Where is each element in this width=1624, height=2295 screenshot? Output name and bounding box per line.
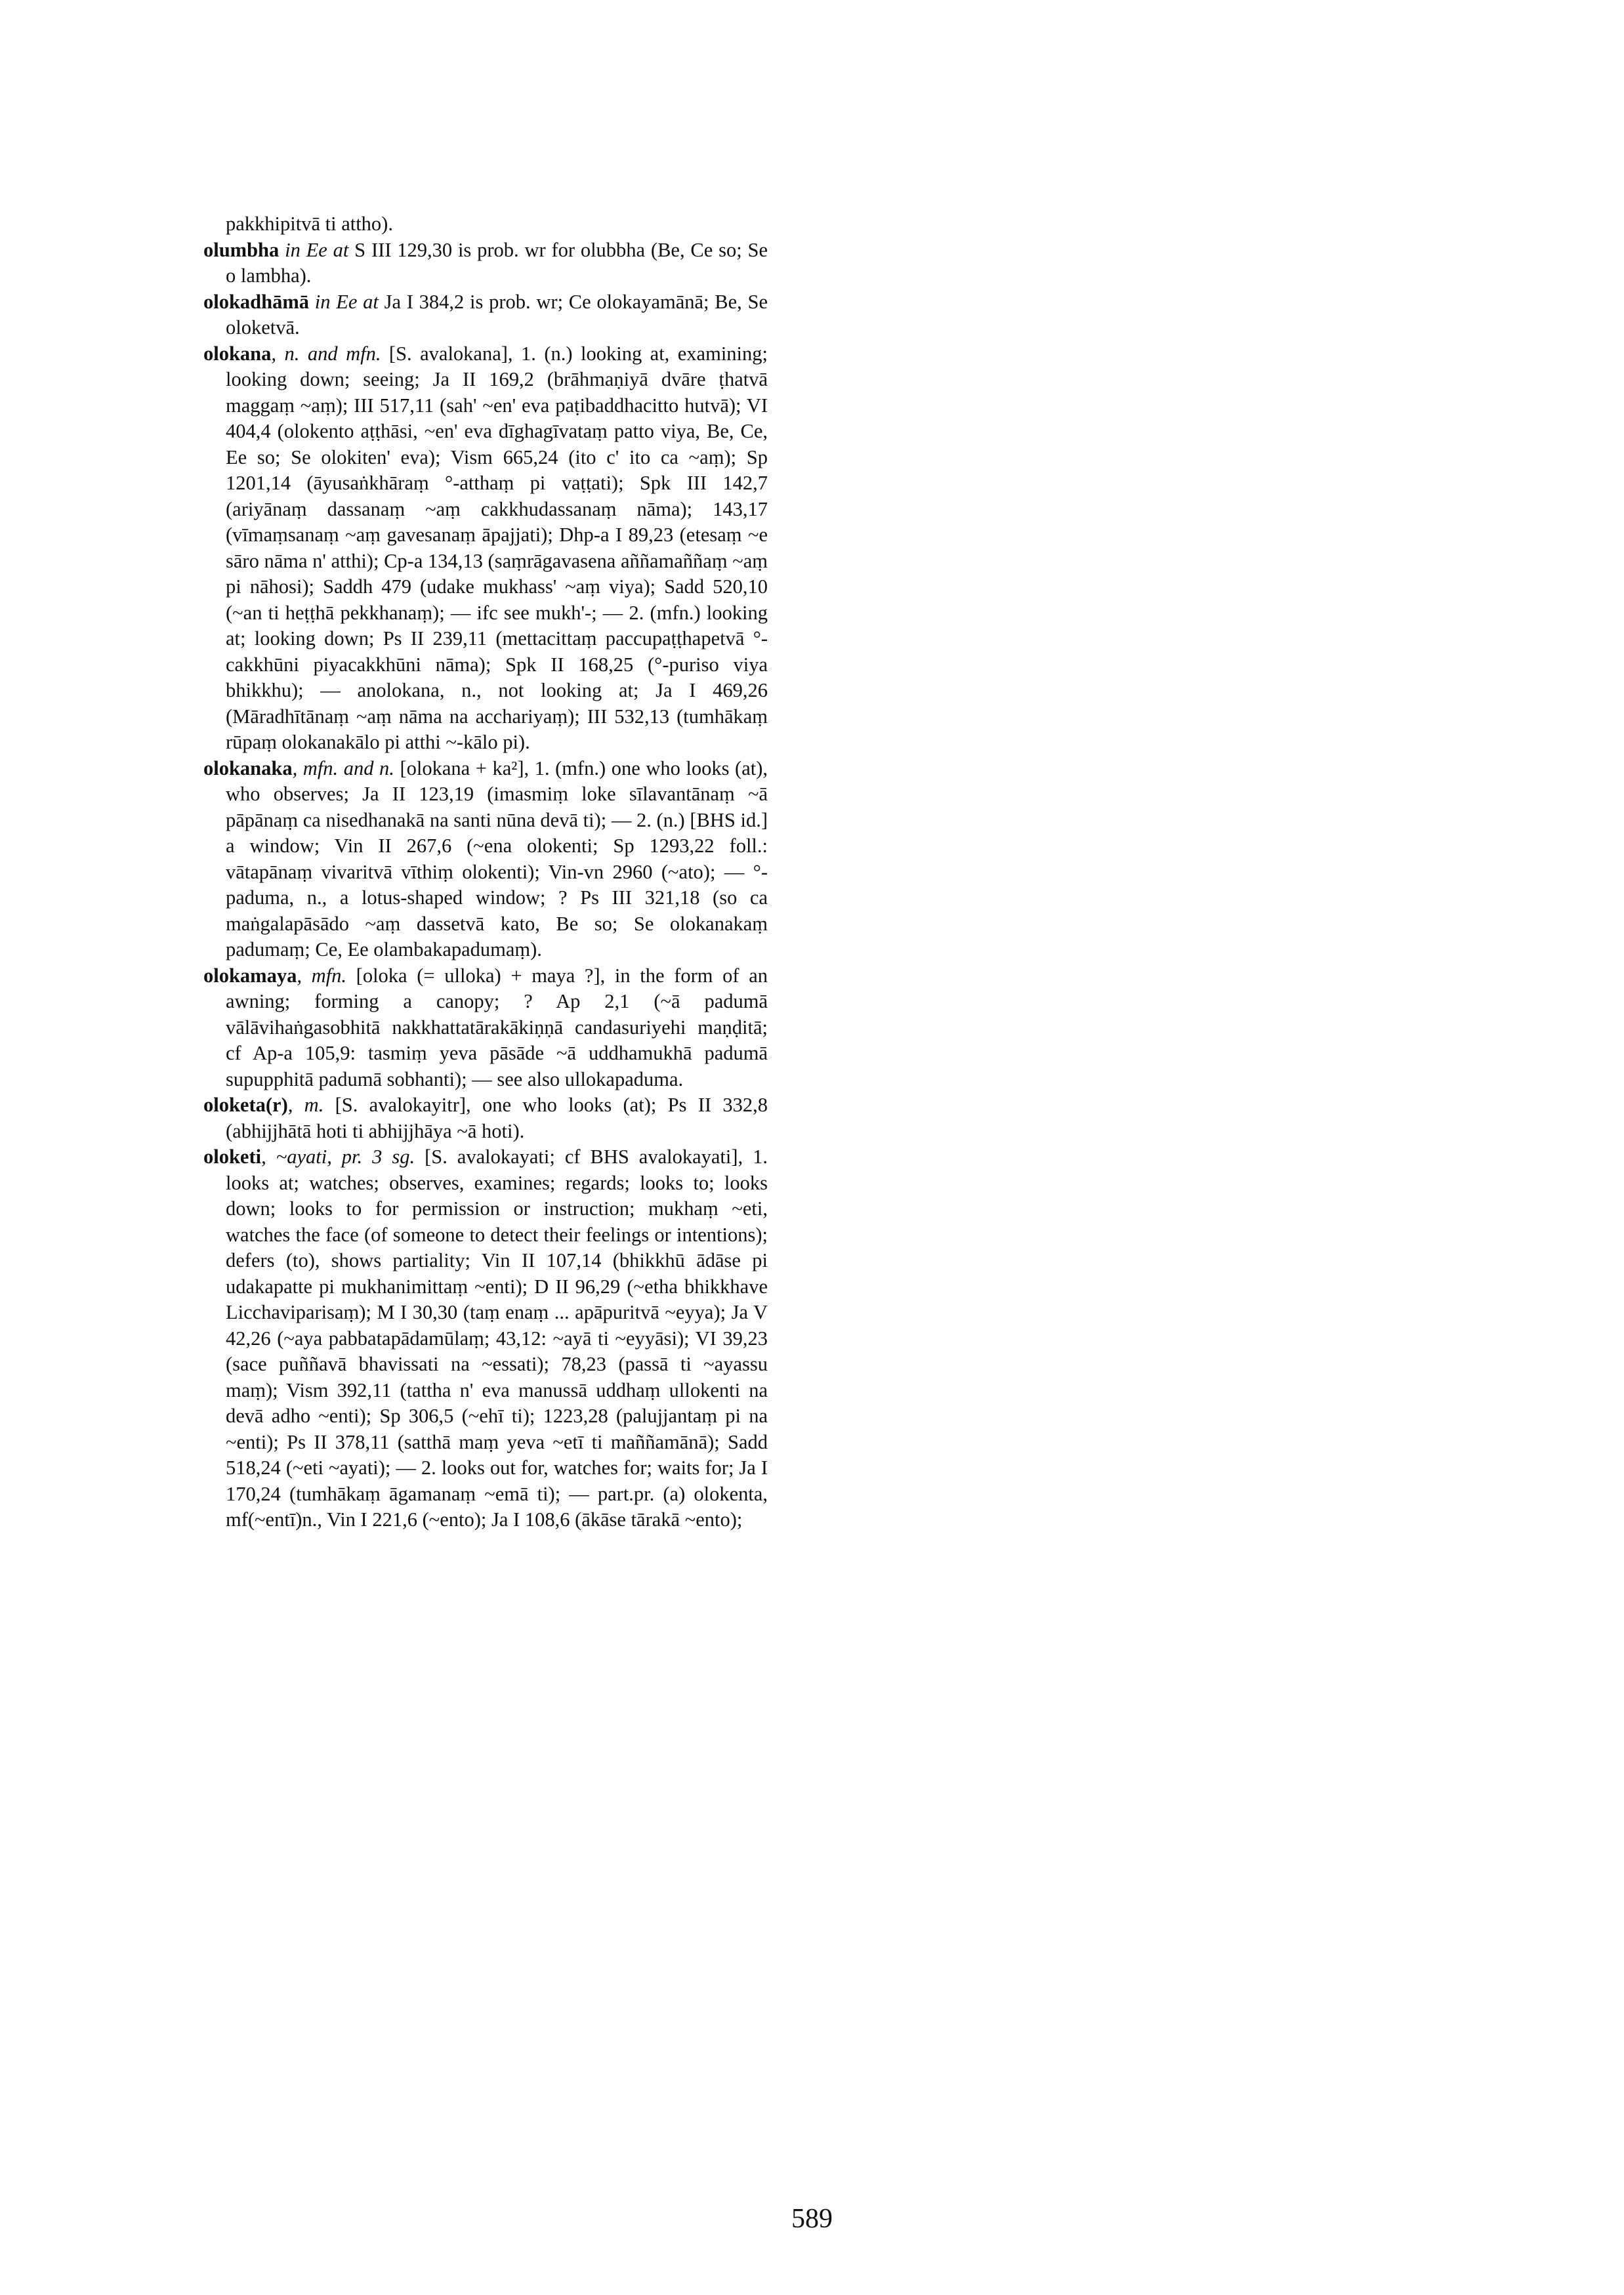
continuation-text: pakkhipitvā ti attho). [226, 213, 393, 235]
grammar: , mfn. and n. [292, 756, 394, 779]
headword: olokanaka [203, 756, 293, 779]
headword: olumbha [203, 238, 280, 261]
entry-olokadhama [203, 289, 768, 341]
page-number: 589 [791, 2204, 833, 2234]
grammar: , ~ayati, pr. 3 sg. [261, 1146, 415, 1168]
grammar: , n. and mfn. [271, 342, 381, 365]
grammar: , mfn. [297, 964, 347, 987]
entry-olokanaka [203, 756, 768, 963]
left-column [203, 211, 768, 1533]
headword: olokadhāmā [203, 290, 310, 313]
entry-oloketi [203, 1144, 768, 1533]
entry-olokana [203, 341, 768, 756]
headword: olokana [203, 342, 272, 365]
grammar: in Ee at [279, 238, 349, 261]
entry-olumbha [203, 238, 768, 289]
entry-oloketar [203, 1092, 768, 1144]
entry-body: [S. avalokayitr], one who looks (at); Ps II 332,8 (abhijjhātā hoti ti abhijjhāya ~ā hoti). [226, 1094, 768, 1142]
entry-body: [oloka (= ulloka) + maya ?], in the form of an awning; forming a canopy; ? Ap 2,1 (~ā padumā vālāvihaṅgasobhitā nakkhattatārakākiṇṇā candasuriyehi maṇḍitā; cf Ap-a 105,9: tasmiṃ yeva pāsāde ~ā uddhamukhā padumā supupphitā padumā sobhanti); — see also ullokapaduma. [226, 964, 768, 1090]
entry-body: S III 129,30 is prob. wr for olubbha (Be, Ce so; Se o lambha). [226, 238, 768, 287]
entry-body: [S. avalokana], 1. (n.) looking at, examining; looking down; seeing; Ja II 169,2 (brāhmaṇiyā dvāre ṭhatvā maggaṃ ~aṃ); III 517,11 (sah' ~en' eva paṭibaddhacitto hutvā); VI 404,4 (olokento aṭṭhāsi, ~en' eva dīghagīvataṃ patto viya, Be, Ce, Ee so; Se olokiten' eva); Vism 665,24 (ito c' ito ca ~aṃ); Sp 1201,14 (āyusaṅkhāraṃ °-atthaṃ pi vaṭṭati); Spk III 142,7 (ariyānaṃ dassanaṃ ~aṃ cakkhudassanaṃ nāma); 143,17 (vīmaṃsanaṃ ~aṃ gavesanaṃ āpajjati); Dhp-a I 89,23 (etesaṃ ~e sāro nāma n' atthi); Cp-a 134,13 (saṃrāgavasena aññamaññaṃ ~aṃ pi nāhosi); Saddh 479 (udake mukhass' ~aṃ viya); Sadd 520,10 (~an ti heṭṭhā pekkhanaṃ); — ifc see mukh'-; — 2. (mfn.) looking at; looking down; Ps II 239,11 (mettacittaṃ paccupaṭṭhapetvā °-cakkhūni piyacakkhūni nāma); Spk II 168,25 (°-puriso viya bhikkhu); — anolokana, n., not looking at; Ja I 469,26 (Māradhītānaṃ ~aṃ nāma na acchariyaṃ); III 532,13 (tumhākaṃ rūpaṃ olokanakālo pi atthi ~-kālo pi). [226, 342, 768, 753]
entry-body: [olokana + ka²], 1. (mfn.) one who looks (at), who observes; Ja II 123,19 (imasmiṃ loke sīlavantānaṃ ~ā pāpānaṃ ca nisedhanakā na santi nūna devā ti); — 2. (n.) [BHS id.] a window; Vin II 267,6 (~ena olokenti; Sp 1293,22 foll.: vātapānaṃ vivaritvā vīthiṃ olokenti); Vin-vn 2960 (~ato); — °-paduma, n., a lotus-shaped window; ? Ps III 321,18 (so ca maṅgalapāsādo ~aṃ dassetvā kato, Be so; Se olokanakaṃ padumaṃ; Ce, Ee olambakapadumaṃ). [226, 756, 768, 961]
headword: oloketi [203, 1146, 262, 1168]
grammar: in Ee at [309, 290, 379, 313]
entry-olokamaya [203, 963, 768, 1093]
entry-body: [S. avalokayati; cf BHS avalokayati], 1. looks at; watches; observes, examines; regards; looks to; looks down; looks to for permission or instruction; mukhaṃ ~eti, watches the face (of someone to detect their feelings or intentions); defers (to), shows partiality; Vin II 107,14 (bhikkhū ādāse pi udakapatte pi mukhanimittaṃ ~enti); D II 96,29 (~etha bhikkhave Licchaviparisaṃ); M I 30,30 (taṃ enaṃ ... apāpuritvā ~eyya); Ja V 42,26 (~aya pabbatapādamūlaṃ; 43,12: ~ayā ti ~eyyāsi); VI 39,23 (sace puññavā bhavissati na ~essati); 78,23 (passā ti ~ayassu maṃ); Vism 392,11 (tattha n' eva manussā uddhaṃ ullokenti na devā adho ~enti); Sp 306,5 (~ehī ti); 1223,28 (palujjantaṃ pi na ~enti); Ps II 378,11 (satthā maṃ yeva ~etī ti maññamānā); Sadd 518,24 (~eti ~ayati); — 2. looks out for, watches for; waits for; Ja I 170,24 (tumhākaṃ āgamanaṃ ~emā ti); — part.pr. (a) olokenta, mf(~entī)n., Vin I 221,6 (~ento); Ja I 108,6 (ākāse tārakā ~ento); [226, 1146, 768, 1531]
entry-body: Ja I 384,2 is prob. wr; Ce olokayamānā; Be, Se oloketvā. [226, 290, 768, 339]
headword: oloketa(r) [203, 1094, 288, 1116]
grammar: , m. [287, 1094, 324, 1116]
headword: olokamaya [203, 964, 297, 987]
